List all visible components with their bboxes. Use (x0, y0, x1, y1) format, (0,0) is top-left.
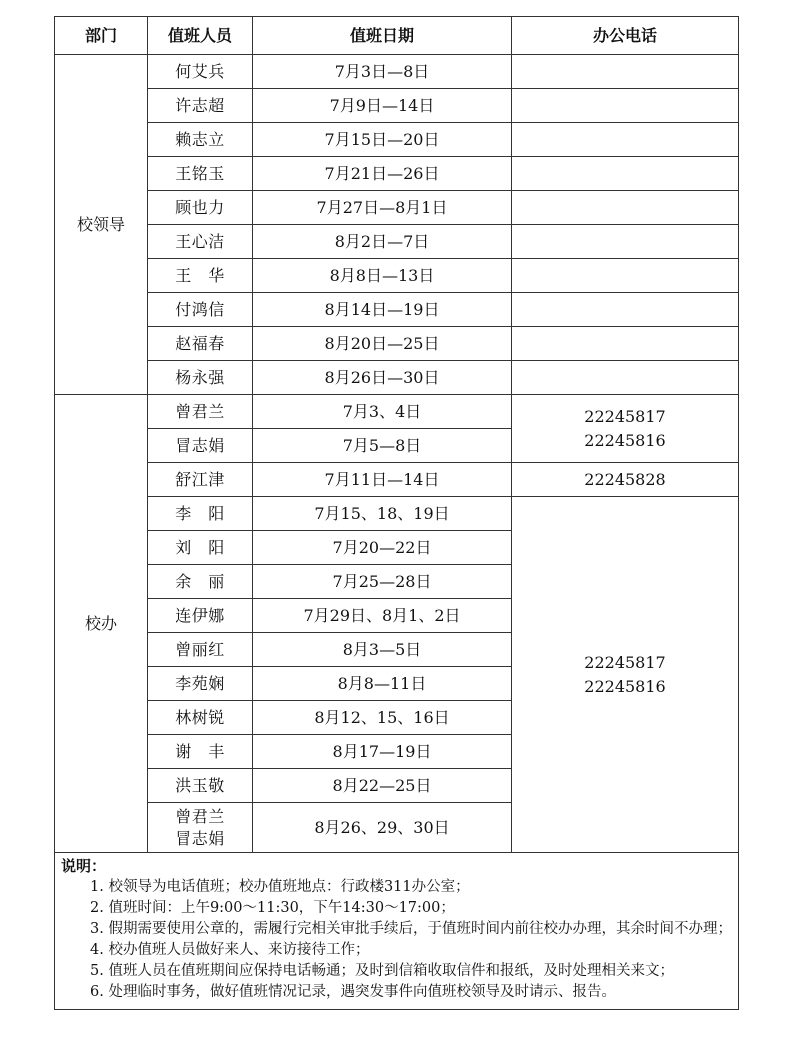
table-row (55, 123, 739, 157)
staff-name-pair (148, 803, 253, 853)
staff-name: 冒志娟 (148, 429, 253, 463)
phone-number: 22245817 (584, 406, 666, 426)
phone-cell-empty (512, 293, 739, 327)
duty-date: 8月26日—30日 (253, 361, 512, 395)
duty-date: 7月3日—8日 (253, 55, 512, 89)
staff-name: 曾丽红 (148, 633, 253, 667)
duty-date: 7月27日—8月1日 (253, 191, 512, 225)
note-item: 6. 处理临时事务，做好值班情况记录，遇突发事件向值班校领导及时请示、报告。 (90, 984, 616, 1000)
duty-date: 7月21日—26日 (253, 157, 512, 191)
table-row (55, 55, 739, 89)
staff-name: 杨永强 (148, 361, 253, 395)
phone-number: 22245828 (584, 469, 666, 489)
duty-date: 7月15日—20日 (253, 123, 512, 157)
table-row (55, 327, 739, 361)
phone-cell-empty (512, 259, 739, 293)
phone-cell-empty (512, 157, 739, 191)
staff-name: 王心洁 (148, 225, 253, 259)
notes-cell (55, 853, 739, 1010)
dept-office: 校办 (55, 395, 148, 853)
duty-date: 8月8—11日 (253, 667, 512, 701)
note-item: 2. 值班时间：上午9:00～11:30，下午14:30～17:00； (90, 900, 455, 916)
phone-cell-empty (512, 361, 739, 395)
staff-name: 刘 阳 (148, 531, 253, 565)
table-row (55, 259, 739, 293)
note-item: 3. 假期需要使用公章的，需履行完相关审批手续后，于值班时间内前往校办办理，其余时间不办理； (90, 921, 732, 937)
staff-name: 舒江津 (148, 463, 253, 497)
staff-name: 曾君兰 (175, 806, 225, 826)
table-row (55, 361, 739, 395)
staff-name: 许志超 (148, 89, 253, 123)
staff-name: 余 丽 (148, 565, 253, 599)
staff-name: 连伊娜 (148, 599, 253, 633)
table-row (55, 157, 739, 191)
duty-date: 8月14日—19日 (253, 293, 512, 327)
phone-cell-empty (512, 225, 739, 259)
duty-date: 7月11日—14日 (253, 463, 512, 497)
phone-cell-empty (512, 89, 739, 123)
duty-date: 8月3—5日 (253, 633, 512, 667)
table-row (55, 497, 739, 531)
header-department: 部门 (55, 17, 148, 55)
duty-date: 7月29日、8月1、2日 (253, 599, 512, 633)
header-staff: 值班人员 (148, 17, 253, 55)
duty-date: 8月26、29、30日 (253, 803, 512, 853)
duty-date: 7月20—22日 (253, 531, 512, 565)
note-item: 4. 校办值班人员做好来人、来访接待工作； (90, 942, 370, 958)
duty-date: 8月12、15、16日 (253, 701, 512, 735)
phone-cell-empty (512, 123, 739, 157)
duty-date: 7月3、4日 (253, 395, 512, 429)
duty-date: 8月22—25日 (253, 769, 512, 803)
dept-leaders: 校领导 (55, 55, 148, 395)
staff-name: 林树锐 (148, 701, 253, 735)
duty-date: 7月9日—14日 (253, 89, 512, 123)
duty-date: 8月8日—13日 (253, 259, 512, 293)
staff-name: 冒志娟 (175, 828, 225, 848)
table-row (55, 463, 739, 497)
table-row (55, 395, 739, 429)
phone-number: 22245816 (584, 430, 666, 450)
staff-name: 赵福春 (148, 327, 253, 361)
duty-date: 8月2日—7日 (253, 225, 512, 259)
table-row (55, 191, 739, 225)
header-date: 值班日期 (253, 17, 512, 55)
staff-name: 顾也力 (148, 191, 253, 225)
note-item: 1. 校领导为电话值班；校办值班地点：行政楼311办公室； (90, 879, 470, 895)
phone-cell-empty (512, 327, 739, 361)
staff-name: 曾君兰 (148, 395, 253, 429)
table-row (55, 225, 739, 259)
notes-row (55, 853, 739, 1010)
staff-name: 付鸿信 (148, 293, 253, 327)
staff-name: 王铭玉 (148, 157, 253, 191)
notes-title: 说明： (61, 857, 107, 875)
duty-date: 8月17—19日 (253, 735, 512, 769)
duty-date: 8月20日—25日 (253, 327, 512, 361)
staff-name: 何艾兵 (148, 55, 253, 89)
phone-number: 22245817 (584, 652, 666, 672)
duty-date: 7月25—28日 (253, 565, 512, 599)
phone-number: 22245816 (584, 676, 666, 696)
staff-name: 李苑娴 (148, 667, 253, 701)
phone-cell (512, 395, 739, 463)
phone-cell (512, 497, 739, 853)
duty-schedule-table (54, 16, 739, 1010)
staff-name: 王 华 (148, 259, 253, 293)
phone-cell-empty (512, 191, 739, 225)
staff-name: 赖志立 (148, 123, 253, 157)
phone-cell (512, 463, 739, 497)
staff-name: 洪玉敬 (148, 769, 253, 803)
staff-name: 谢 丰 (148, 735, 253, 769)
duty-date: 7月5—8日 (253, 429, 512, 463)
header-phone: 办公电话 (512, 17, 739, 55)
note-item: 5. 值班人员在值班期间应保持电话畅通；及时到信箱收取信件和报纸，及时处理相关来文； (90, 963, 674, 979)
table-header-row (55, 17, 739, 55)
duty-date: 7月15、18、19日 (253, 497, 512, 531)
table-row (55, 89, 739, 123)
phone-cell-empty (512, 55, 739, 89)
table-row (55, 293, 739, 327)
staff-name: 李 阳 (148, 497, 253, 531)
